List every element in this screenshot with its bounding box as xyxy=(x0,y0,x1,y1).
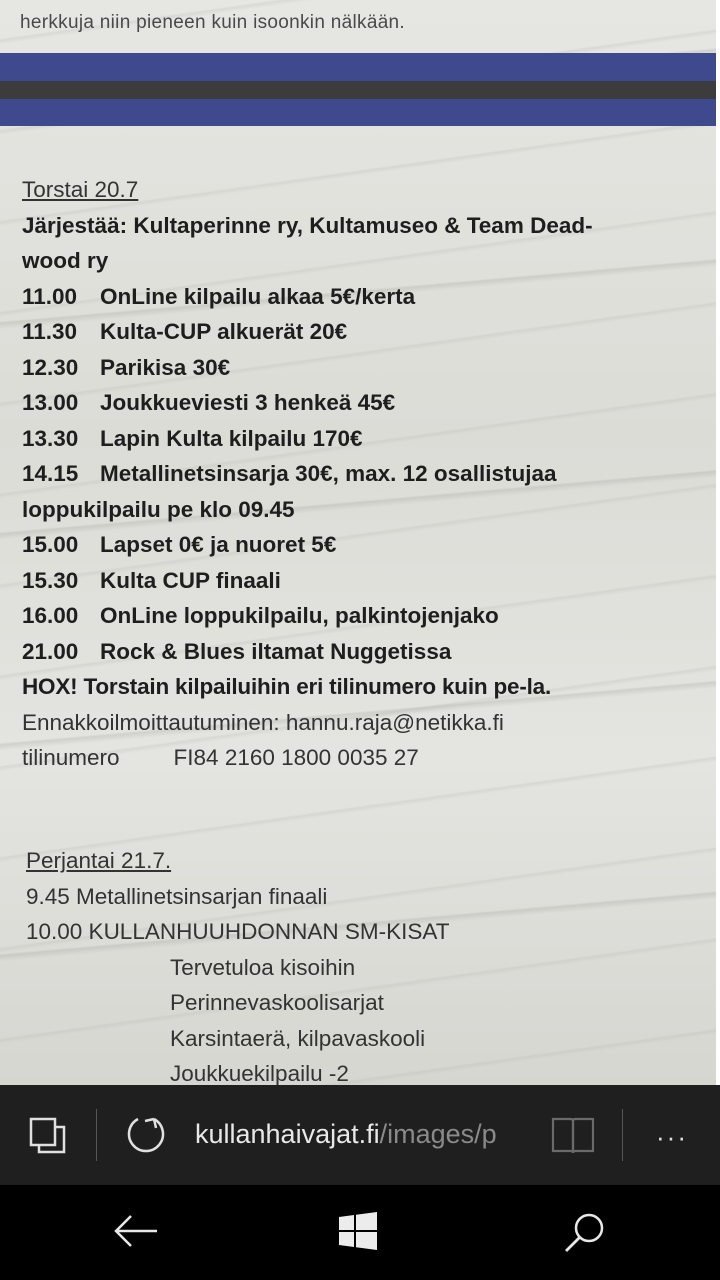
organizer-line: wood ry xyxy=(22,248,109,273)
reading-view-button[interactable] xyxy=(546,1111,600,1161)
schedule-time: 12.30 xyxy=(22,354,79,380)
schedule-row xyxy=(22,314,593,350)
schedule-text: Metallinetsinsarja 30€, max. 12 osallistujaa xyxy=(100,461,557,486)
friday-schedule xyxy=(26,843,449,1085)
schedule-text: OnLine kilpailu alkaa 5€/kerta xyxy=(100,283,416,309)
schedule-text: Lapin Kulta kilpailu 170€ xyxy=(100,425,363,451)
schedule-text: Parikisa 30€ xyxy=(100,354,231,380)
schedule-continuation: loppukilpailu pe klo 09.45 xyxy=(22,496,295,522)
address-bar[interactable] xyxy=(195,1119,525,1153)
schedule-time: 21.00 xyxy=(22,638,79,664)
schedule-row xyxy=(22,350,593,386)
schedule-row xyxy=(22,456,593,492)
page-edge xyxy=(716,0,720,1085)
schedule-row: 9.45 Metallinetsinsarjan finaali xyxy=(26,883,328,909)
schedule-time: 15.00 xyxy=(22,532,79,557)
blue-stripe-bottom xyxy=(0,99,716,126)
sub-item: Tervetuloa kisoihin xyxy=(170,954,356,980)
toolbar-separator xyxy=(622,1109,623,1161)
blue-stripe-top xyxy=(0,53,716,81)
schedule-row xyxy=(22,385,593,421)
refresh-icon xyxy=(124,1113,168,1157)
schedule-row xyxy=(22,527,593,563)
schedule-time: 11.00 xyxy=(22,283,78,309)
tabs-icon xyxy=(29,1117,67,1155)
tabs-button[interactable] xyxy=(18,1110,78,1162)
schedule-time: 13.00 xyxy=(22,390,79,415)
search-icon xyxy=(562,1211,606,1255)
url-domain: kullanhaivajat.fi xyxy=(195,1119,380,1149)
schedule-text: Joukkueviesti 3 henkeä 45€ xyxy=(100,390,396,415)
schedule-time: 16.00 xyxy=(22,603,79,628)
start-button[interactable] xyxy=(328,1205,388,1257)
schedule-text: Lapset 0€ ja nuoret 5€ xyxy=(100,532,337,557)
schedule-row xyxy=(22,421,593,457)
reading-view-icon xyxy=(550,1115,596,1157)
organizer-line: Järjestää: Kultaperinne ry, Kultamuseo & Team Dead- xyxy=(22,212,593,238)
schedule-text: OnLine loppukilpailu, palkintojenjako xyxy=(100,603,499,628)
account-line xyxy=(22,740,593,776)
friday-heading: Perjantai 21.7. xyxy=(26,848,172,873)
schedule-row: 10.00 KULLANHUUHDONNAN SM-KISAT xyxy=(26,919,450,944)
intro-text-line: herkkuja niin pieneen kuin isoonkin nälkään. xyxy=(20,12,406,33)
sub-item: Joukkuekilpailu -2 xyxy=(170,1061,349,1085)
back-button[interactable] xyxy=(106,1205,166,1257)
sub-item: Perinnevaskoolisarjat xyxy=(170,990,384,1015)
windows-start-icon xyxy=(338,1212,378,1250)
schedule-row xyxy=(22,598,593,634)
browser-toolbar xyxy=(0,1085,720,1185)
schedule-time: 14.15 xyxy=(22,461,79,486)
schedule-time: 15.30 xyxy=(22,567,79,593)
thursday-schedule xyxy=(22,172,593,776)
windows-navigation-bar xyxy=(0,1185,720,1280)
toolbar-separator xyxy=(96,1109,97,1161)
notice-text: HOX! Torstain kilpailuihin eri tilinumero kuin pe-la. xyxy=(22,674,552,699)
dark-stripe xyxy=(0,81,716,99)
thursday-heading: Torstai 20.7 xyxy=(22,177,139,202)
schedule-row xyxy=(22,634,593,670)
registration-text: Ennakkoilmoittautuminen: hannu.raja@netikka.fi xyxy=(22,709,504,735)
refresh-button[interactable] xyxy=(118,1107,174,1163)
more-icon: ··· xyxy=(656,1121,688,1152)
back-icon xyxy=(113,1211,159,1251)
schedule-time: 11.30 xyxy=(22,319,78,344)
more-button[interactable] xyxy=(640,1115,704,1159)
schedule-time: 13.30 xyxy=(22,425,79,451)
schedule-row xyxy=(22,279,593,315)
url-path: /images/p xyxy=(379,1119,497,1149)
schedule-text: Kulta CUP finaali xyxy=(100,567,281,593)
schedule-row xyxy=(22,563,593,599)
search-button[interactable] xyxy=(554,1205,614,1261)
account-label: tilinumero xyxy=(22,745,120,770)
schedule-text: Rock & Blues iltamat Nuggetissa xyxy=(100,638,452,664)
account-number: FI84 2160 1800 0035 27 xyxy=(173,745,419,770)
schedule-text: Kulta-CUP alkuerät 20€ xyxy=(100,319,348,344)
sub-item: Karsintaerä, kilpavaskooli xyxy=(170,1025,426,1051)
